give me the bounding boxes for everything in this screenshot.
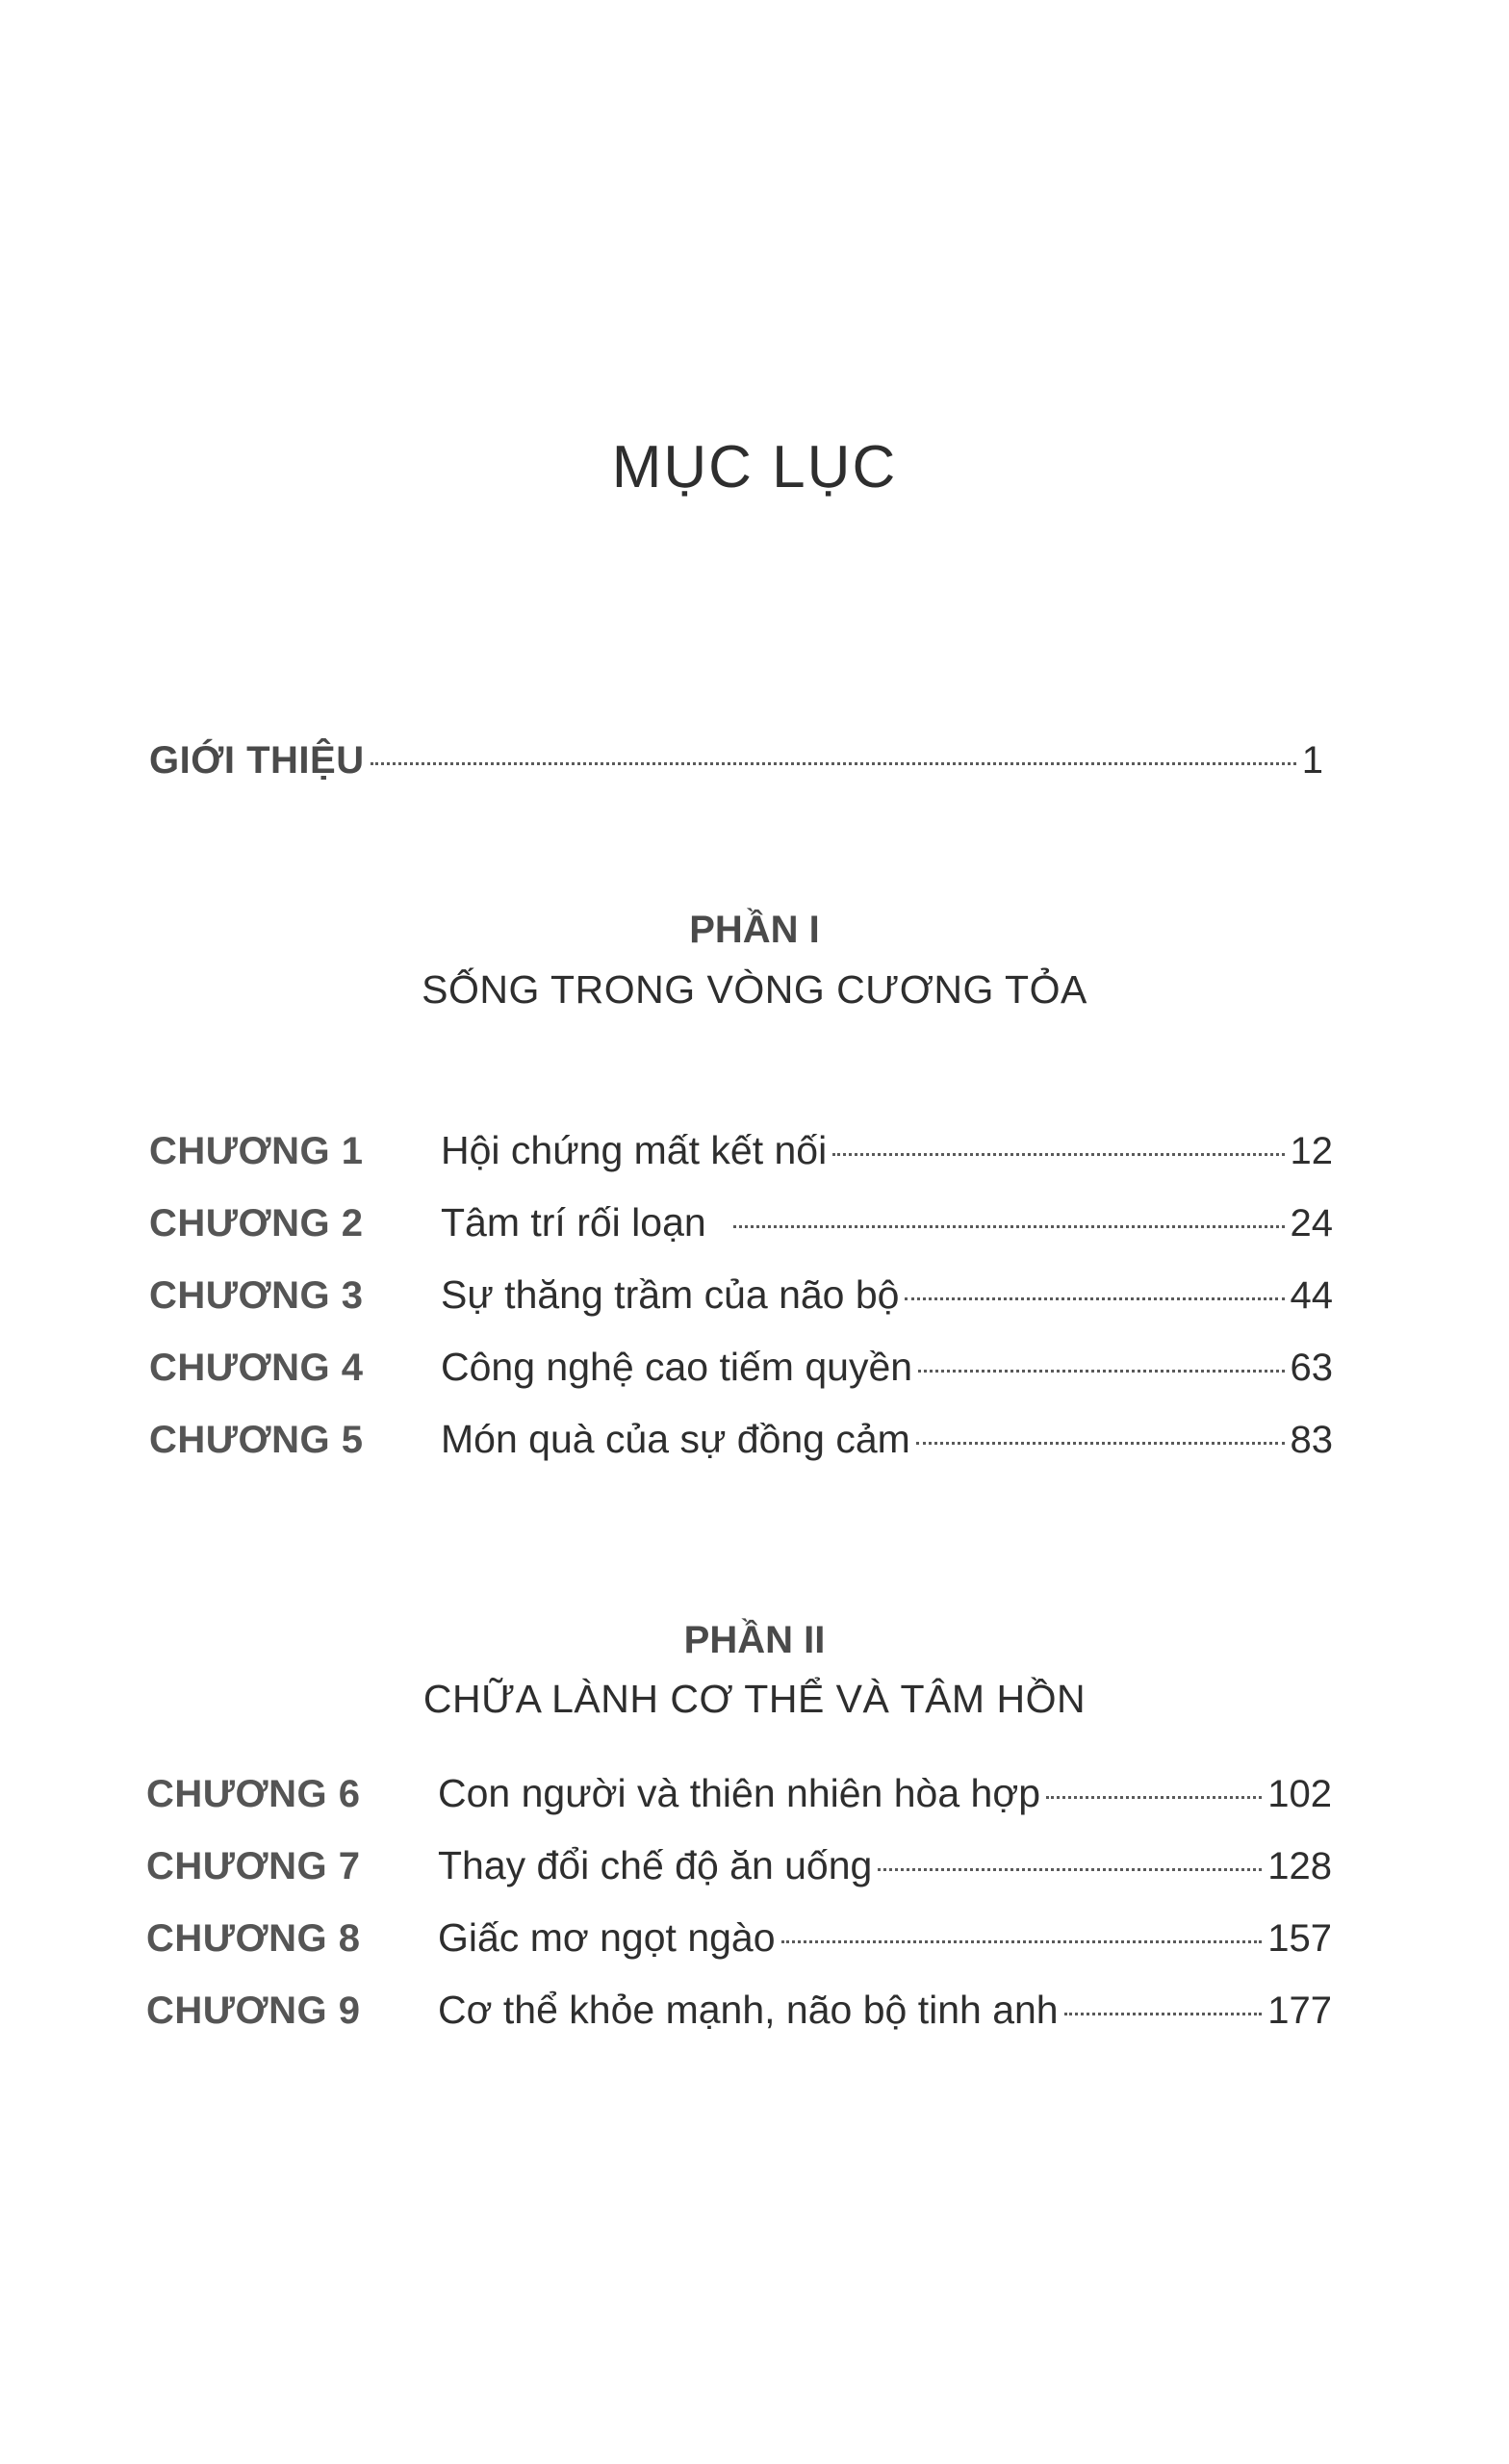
chapter-title: Con người và thiên nhiên hòa hợp <box>438 1771 1041 1815</box>
chapter-title: Món quà của sự đồng cảm <box>441 1417 910 1461</box>
toc-entry-chapter-4[interactable] <box>149 1345 1333 1417</box>
toc-entry-chapter-8[interactable] <box>146 1915 1332 1988</box>
chapter-number: CHƯƠNG 8 <box>146 1917 361 1960</box>
chapter-title: Giấc mơ ngọt ngào <box>438 1915 776 1960</box>
chapter-number: CHƯƠNG 3 <box>149 1274 364 1317</box>
page-number: 83 <box>1290 1419 1333 1461</box>
dot-leader <box>733 1225 1285 1228</box>
page-number: 177 <box>1267 1989 1332 2032</box>
dot-leader <box>916 1442 1285 1445</box>
chapter-number: CHƯƠNG 2 <box>149 1202 364 1245</box>
toc-entry-chapter-1[interactable] <box>149 1128 1333 1200</box>
chapter-title: Tâm trí rối loạn <box>441 1200 706 1245</box>
page-title: MỤC LỤC <box>611 434 898 500</box>
page-number: 44 <box>1290 1274 1333 1317</box>
toc-entry-intro[interactable] <box>149 739 1323 783</box>
page-number: 1 <box>1301 739 1323 782</box>
toc-entry-chapter-6[interactable] <box>146 1771 1332 1843</box>
toc-entry-chapter-9[interactable] <box>146 1988 1332 2060</box>
part-label: PHẦN II <box>683 1619 826 1661</box>
dot-leader <box>832 1153 1284 1156</box>
page-number: 24 <box>1290 1202 1333 1245</box>
page-number: 128 <box>1267 1845 1332 1887</box>
part-label: PHẦN I <box>689 909 820 951</box>
chapter-list <box>146 1771 1332 2060</box>
chapter-title: Công nghệ cao tiếm quyền <box>441 1345 913 1389</box>
chapter-number: CHƯƠNG 4 <box>149 1347 364 1389</box>
toc-entry-chapter-5[interactable] <box>149 1417 1333 1489</box>
toc-entry-chapter-3[interactable] <box>149 1272 1333 1345</box>
toc-entry-chapter-2[interactable] <box>149 1200 1333 1272</box>
dot-leader <box>371 762 1296 765</box>
dot-leader <box>905 1297 1284 1300</box>
dot-leader <box>1064 2013 1263 2015</box>
chapter-number: CHƯƠNG 6 <box>146 1773 361 1815</box>
chapter-number: CHƯƠNG 1 <box>149 1130 364 1172</box>
part-title: CHỮA LÀNH CƠ THỂ VÀ TÂM HỒN <box>422 1677 1087 1721</box>
intro-label: GIỚI THIỆU <box>149 739 365 782</box>
chapter-title: Sự thăng trầm của não bộ <box>441 1272 900 1317</box>
part-title: SỐNG TRONG VÒNG CƯƠNG TỎA <box>422 967 1087 1012</box>
page-number: 63 <box>1290 1347 1333 1389</box>
toc-entry-chapter-7[interactable] <box>146 1843 1332 1915</box>
chapter-number: CHƯƠNG 9 <box>146 1989 361 2032</box>
dot-leader <box>878 1868 1262 1871</box>
chapter-title: Hội chứng mất kết nối <box>441 1128 828 1172</box>
chapter-number: CHƯƠNG 5 <box>149 1419 364 1461</box>
chapter-title: Thay đổi chế độ ăn uống <box>438 1843 873 1887</box>
dot-leader <box>1046 1796 1262 1799</box>
chapter-list <box>149 1128 1333 1489</box>
dot-leader <box>781 1940 1263 1943</box>
chapter-number: CHƯƠNG 7 <box>146 1845 361 1887</box>
dot-leader <box>918 1370 1284 1373</box>
page-number: 12 <box>1290 1130 1333 1172</box>
chapter-title: Cơ thể khỏe mạnh, não bộ tinh anh <box>438 1988 1059 2032</box>
page-number: 157 <box>1267 1917 1332 1960</box>
page-number: 102 <box>1267 1773 1332 1815</box>
